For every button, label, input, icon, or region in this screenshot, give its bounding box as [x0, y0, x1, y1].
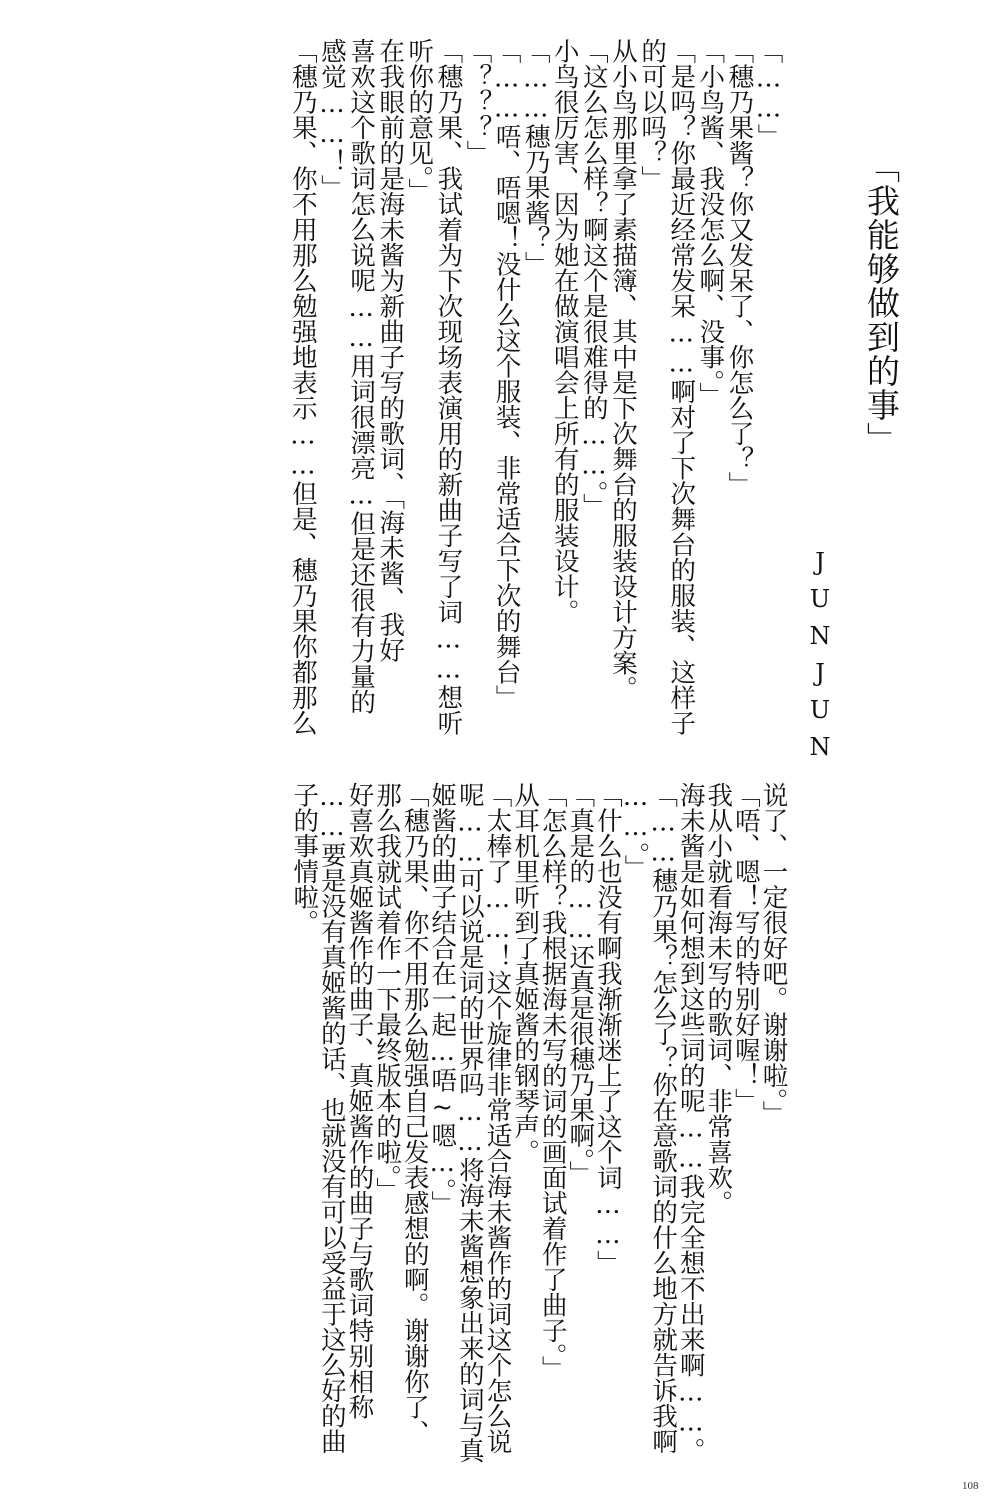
text-column: 「？？？」 — [462, 38, 493, 166]
text-column: 那么我就试着作一下最终版本的啦。」 — [372, 782, 403, 1203]
text-column: 的可以吗？」 — [637, 38, 668, 191]
page-number: 108 — [962, 1480, 979, 1492]
text-column: 在我眼前的是海未酱为新曲子写的歌词、「海未酱、我好 — [375, 38, 406, 663]
text-column: 感觉……！」 — [317, 38, 347, 200]
text-column: 「唔、嗯！写的特别好喔！」 — [730, 782, 761, 1114]
text-column: 「这么怎么样？啊这个是很难得的……。」 — [578, 38, 609, 519]
text-column: 「……唔、唔嗯！没什么这个服装、非常适合下次的舞台」 — [491, 38, 522, 710]
text-column: 子的事情啦。 — [289, 782, 320, 935]
text-column: 从小鸟那里拿了素描簿、其中是下次舞台的服装设计方案。 — [608, 38, 638, 701]
text-column: 好喜欢真姬酱作的曲子、真姬酱作的曲子与歌词特别相称 — [344, 782, 375, 1420]
chapter-title: 「我能够做到的事」 — [862, 150, 901, 456]
text-column: 从耳机里听到了真姬酱的钢琴声。 — [510, 782, 541, 1165]
text-column: 「穗乃果、你不用那么勉强地表示……但是、穗乃果你都那么 — [287, 38, 318, 736]
text-column: 小鸟很厉害、因为她在做演唱会上所有的服装设计。 — [549, 38, 580, 625]
text-column: 「……」 — [753, 38, 784, 149]
text-column: 「怎么样？我根据海未写的词的画面试着作了曲子。」 — [537, 782, 568, 1382]
text-column: 「什么也没有啊我渐渐迷上了这个词……」 — [592, 782, 623, 1276]
text-column: 「穗乃果、你不用那么勉强自己发表感想的啊。谢谢你了、 — [399, 782, 430, 1445]
text-column: 「太棒了……！这个旋律非常适合海未酱作的词这个怎么说 — [482, 782, 513, 1454]
text-column: 「……穗乃果？怎么了？你在意歌词的什么地方就告诉我啊 — [648, 782, 679, 1454]
text-column: 「真是的……还真是很穗乃果啊。」 — [565, 782, 596, 1187]
text-column: 说了、一定很好吧。谢谢啦。」 — [758, 782, 789, 1127]
text-column: 「穗乃果酱？你又发呆了、你怎么了？」 — [724, 38, 755, 497]
text-column: 姬酱的曲子结合在一起…唔~嗯…。」 — [427, 782, 458, 1217]
text-column: 「是吗？你最近经常发呆……啊对了下次舞台的服装、这样子 — [666, 38, 697, 736]
text-column: ……。」 — [620, 782, 651, 881]
text-column: 「穗乃果、我试着为下次现场表演用的新曲子写了词……想听 — [433, 38, 464, 736]
author-name: JUNJUN — [806, 548, 834, 770]
text-column: ……要是没有真姬酱的话、也就没有可以受益于这么好的曲 — [316, 782, 347, 1454]
text-column: 喜欢这个歌词怎么说呢……用词很漂亮…但是还很有力量的 — [346, 38, 377, 715]
text-column: 我从小就看海未写的歌词、非常喜欢。 — [703, 782, 734, 1216]
text-column: 海未酱是如何想到这些词的呢……我完全想不出来啊……。 — [675, 782, 706, 1463]
text-column: 「……穗乃果酱？」 — [520, 38, 551, 277]
text-column: 呢……可以说是词的世界吗……将海未酱想象出来的词与真 — [454, 782, 485, 1463]
text-column: 「小鸟酱、我没怎么啊、没事。」 — [695, 38, 726, 408]
text-column: 听你的意见。」 — [404, 38, 435, 204]
